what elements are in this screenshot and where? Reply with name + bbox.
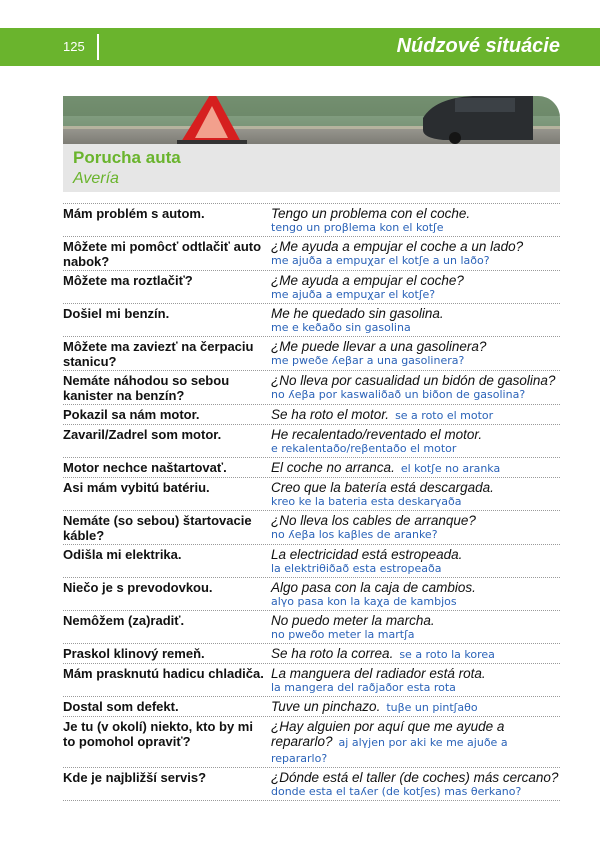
phrase-row xyxy=(63,203,560,236)
phrase-spanish: Tuve un pinchazo. xyxy=(271,699,381,714)
chapter-title: Núdzové situácie xyxy=(396,35,560,57)
phrase-pronunciation: la elektriθiðað esta estropeaða xyxy=(271,562,442,575)
phrase-slovak: Niečo je s prevodovkou. xyxy=(63,580,213,595)
phrase-pronunciation: e rekalentaðo/reβentaðo el motor xyxy=(271,442,457,455)
phrase-pronunciation: tengo un proβlema kon el kotʃe xyxy=(271,221,444,234)
phrase-spanish: Tengo un problema con el coche. xyxy=(271,206,471,221)
phrase-spanish: No puedo meter la marcha. xyxy=(271,613,435,628)
phrase-slovak: Dostal som defekt. xyxy=(63,699,179,714)
phrase-translation xyxy=(271,646,560,662)
phrase-translation xyxy=(271,480,560,509)
phrase-slovak: Kde je najbližší servis? xyxy=(63,770,207,785)
phrase-slovak: Je tu (v okolí) niekto, kto by mi to pomohol opraviť? xyxy=(63,719,253,749)
page-number: 125 xyxy=(63,39,85,54)
phrase-slovak: Motor nechce naštartovať. xyxy=(63,460,227,475)
phrase-slovak: Mám prasknutú hadicu chladiča. xyxy=(63,666,264,681)
phrase-slovak: Zavaril/Zadrel som motor. xyxy=(63,427,222,442)
phrase-slovak: Môžete ma roztlačiť? xyxy=(63,273,193,288)
phrase-spanish: ¿Me puede llevar a una gasolinera? xyxy=(271,339,487,354)
phrase-row xyxy=(63,270,560,303)
phrase-slovak: Došiel mi benzín. xyxy=(63,306,170,321)
phrase-spanish: Me he quedado sin gasolina. xyxy=(271,306,444,321)
phrase-row xyxy=(63,696,560,716)
phrase-translation xyxy=(271,427,560,456)
phrase-spanish: ¿Hay alguien por aquí que me ayude a repararlo? xyxy=(271,719,505,749)
phrase-translation xyxy=(271,306,560,335)
phrase-translation xyxy=(271,273,560,302)
phrase-pronunciation: alγo pasa kon la kaχa de kambjos xyxy=(271,595,457,608)
phrase-row xyxy=(63,424,560,457)
phrase-translation xyxy=(271,239,560,269)
phrase-pronunciation: tuβe un pintʃaθo xyxy=(386,701,478,714)
phrase-translation xyxy=(271,513,560,543)
phrase-pronunciation: se a roto el motor xyxy=(395,409,494,422)
phrase-translation xyxy=(271,666,560,695)
phrase-row xyxy=(63,510,560,544)
phrase-translation xyxy=(271,770,560,799)
phrase-pronunciation: se a roto la korea xyxy=(399,648,495,661)
phrase-row xyxy=(63,610,560,643)
phrase-row xyxy=(63,544,560,577)
phrase-translation xyxy=(271,547,560,576)
phrase-pronunciation: no pweðo meter la martʃa xyxy=(271,628,415,641)
phrase-row xyxy=(63,767,560,800)
phrase-row xyxy=(63,303,560,336)
phrase-spanish: ¿Me ayuda a empujar el coche a un lado? xyxy=(271,239,524,254)
phrase-slovak: Odišla mi elektrika. xyxy=(63,547,182,562)
phrase-translation xyxy=(271,339,560,369)
phrase-translation xyxy=(271,460,560,476)
phrase-slovak: Praskol klinový remeň. xyxy=(63,646,205,661)
phrase-translation xyxy=(271,719,560,766)
phrase-pronunciation: no ʎeβa por kaswaliðað un biðon de gasolina? xyxy=(271,388,526,401)
phrase-pronunciation: me ajuða a empuχar el kotʃe? xyxy=(271,288,436,301)
phrase-spanish: La manguera del radiador está rota. xyxy=(271,666,486,681)
phrase-pronunciation: me ajuða a empuχar el kotʃe a un laðo? xyxy=(271,254,490,267)
phrase-translation xyxy=(271,407,560,423)
phrase-pronunciation: me pweðe ʎeβar a una gasolinera? xyxy=(271,354,465,367)
phrase-row xyxy=(63,716,560,767)
phrase-spanish: Se ha roto el motor. xyxy=(271,407,390,422)
phrase-pronunciation: no ʎeβa los kaβles de aranke? xyxy=(271,528,438,541)
section-photo xyxy=(63,96,560,144)
phrase-pronunciation: la mangera del raðjaðor esta rota xyxy=(271,681,456,694)
phrase-spanish: He recalentado/reventado el motor. xyxy=(271,427,483,442)
section-header xyxy=(63,144,560,192)
phrase-row xyxy=(63,663,560,696)
section-subtitle: Avería xyxy=(73,170,119,187)
phrase-row xyxy=(63,404,560,424)
phrase-spanish: Se ha roto la correa. xyxy=(271,646,394,661)
phrase-row xyxy=(63,577,560,610)
phrase-translation xyxy=(271,373,560,403)
phrase-translation xyxy=(271,699,560,715)
phrase-row xyxy=(63,457,560,477)
phrase-row xyxy=(63,477,560,510)
phrase-pronunciation: me e keðaðo sin gasolina xyxy=(271,321,411,334)
phrase-row xyxy=(63,336,560,370)
header-divider xyxy=(97,34,99,60)
phrase-spanish: Algo pasa con la caja de cambios. xyxy=(271,580,476,595)
phrase-spanish: El coche no arranca. xyxy=(271,460,395,475)
phrase-table xyxy=(63,203,560,801)
phrase-slovak: Môžete mi pomôcť odtlačiť auto nabok? xyxy=(63,239,262,269)
phrase-slovak: Nemáte náhodou so sebou kanister na benzín? xyxy=(63,373,230,403)
phrase-spanish: La electricidad está estropeada. xyxy=(271,547,463,562)
phrase-spanish: ¿No lleva los cables de arranque? xyxy=(271,513,476,528)
phrase-row xyxy=(63,370,560,404)
phrase-row xyxy=(63,236,560,270)
phrase-row xyxy=(63,643,560,663)
phrase-translation xyxy=(271,206,560,235)
phrase-spanish: ¿No lleva por casualidad un bidón de gasolina? xyxy=(271,373,556,388)
phrase-slovak: Môžete ma zaviezť na čerpaciu stanicu? xyxy=(63,339,254,369)
section-title: Porucha auta xyxy=(73,148,181,167)
phrase-slovak: Nemôžem (za)radiť. xyxy=(63,613,185,628)
phrase-slovak: Asi mám vybitú batériu. xyxy=(63,480,210,495)
phrase-translation xyxy=(271,580,560,609)
phrase-slovak: Pokazil sa nám motor. xyxy=(63,407,200,422)
phrase-pronunciation: kreo ke la bateria esta deskarγaða xyxy=(271,495,462,508)
phrase-pronunciation: donde esta el taʎer (de kotʃes) mas θerkano? xyxy=(271,785,522,798)
phrase-slovak: Mám problém s autom. xyxy=(63,206,205,221)
phrase-spanish: ¿Dónde está el taller (de coches) más cercano? xyxy=(271,770,559,785)
phrase-slovak: Nemáte (so sebou) štartovacie káble? xyxy=(63,513,252,543)
phrase-pronunciation: el kotʃe no aranka xyxy=(400,462,501,475)
phrase-pronunciation: aj alγjen por aki ke me ajuðe a repararlo? xyxy=(271,736,508,765)
phrase-spanish: Creo que la batería está descargada. xyxy=(271,480,494,495)
phrase-spanish: ¿Me ayuda a empujar el coche? xyxy=(271,273,464,288)
phrase-translation xyxy=(271,613,560,642)
